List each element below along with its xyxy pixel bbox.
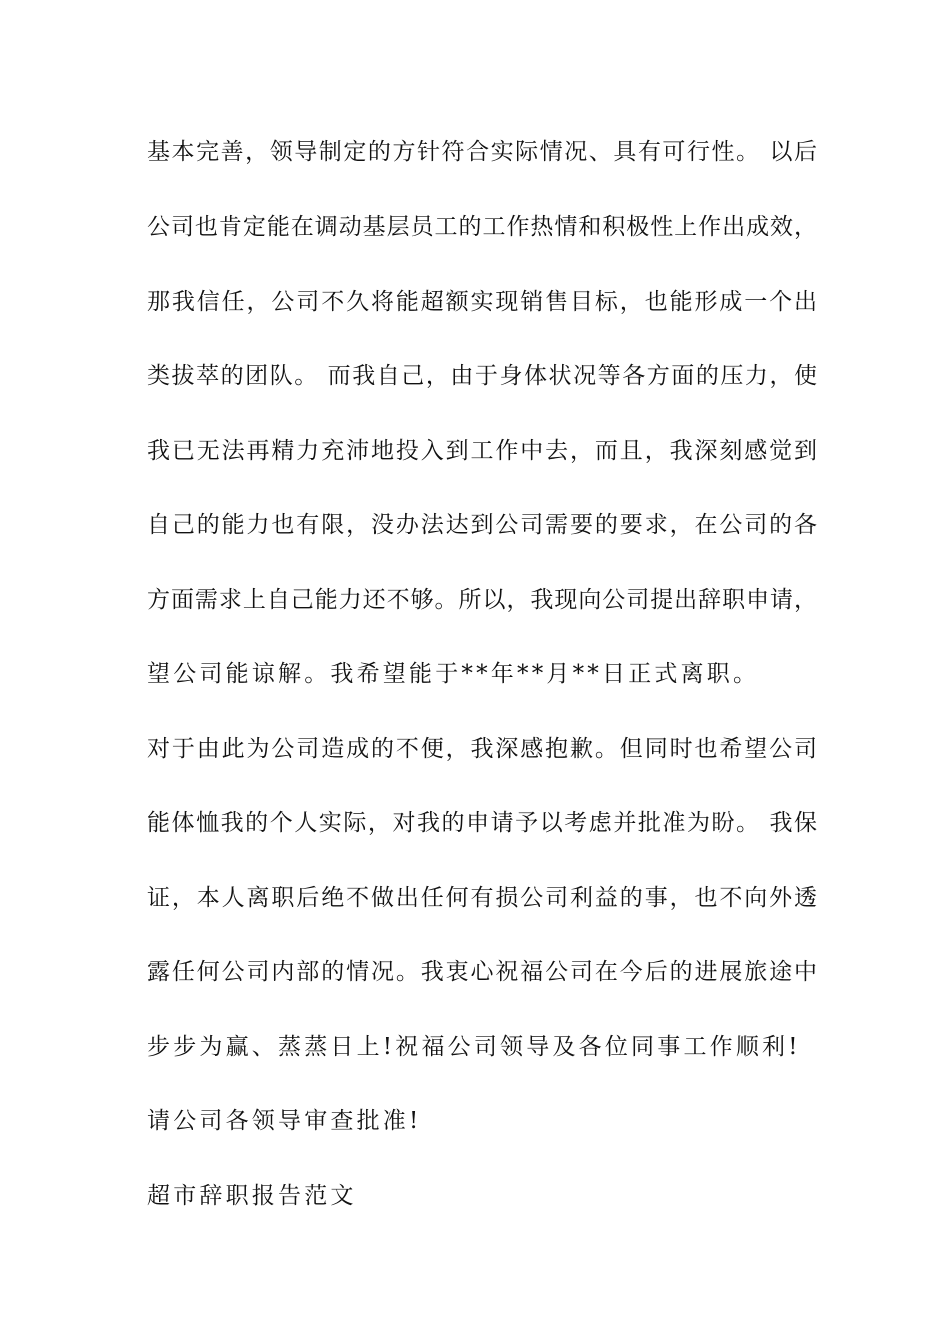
- text-line-14: 请公司各领导审查批准!: [147, 1108, 422, 1134]
- text-line-4: 类拔萃的团队。 而我自己，由于身体状况等各方面的压力，使: [147, 363, 817, 389]
- text-line-5: 我已无法再精力充沛地投入到工作中去，而且，我深刻感觉到: [147, 438, 817, 464]
- text-line-8: 望公司能谅解。我希望能于**年**月**日正式离职。: [147, 661, 760, 687]
- text-line-9: 对于由此为公司造成的不便，我深感抱歉。但同时也希望公司: [147, 736, 817, 762]
- text-line-1: 基本完善，领导制定的方针符合实际情况、具有可行性。 以后: [147, 139, 817, 165]
- section-heading: 超市辞职报告范文: [147, 1183, 357, 1209]
- text-line-3: 那我信任，公司不久将能超额实现销售目标，也能形成一个出: [147, 289, 817, 315]
- text-line-10: 能体恤我的个人实际，对我的申请予以考虑并批准为盼。 我保: [147, 810, 817, 836]
- text-line-11: 证，本人离职后绝不做出任何有损公司利益的事，也不向外透: [147, 885, 817, 911]
- text-line-12: 露任何公司内部的情况。我衷心祝福公司在今后的进展旅途中: [147, 959, 817, 985]
- text-line-13: 步步为赢、蒸蒸日上!祝福公司领导及各位同事工作顺利!: [147, 1034, 801, 1060]
- text-line-6: 自己的能力也有限，没办法达到公司需要的要求，在公司的各: [147, 512, 817, 538]
- text-line-2: 公司也肯定能在调动基层员工的工作热情和积极性上作出成效，: [147, 214, 817, 240]
- text-line-7: 方面需求上自己能力还不够。所以，我现向公司提出辞职申请，: [147, 587, 817, 613]
